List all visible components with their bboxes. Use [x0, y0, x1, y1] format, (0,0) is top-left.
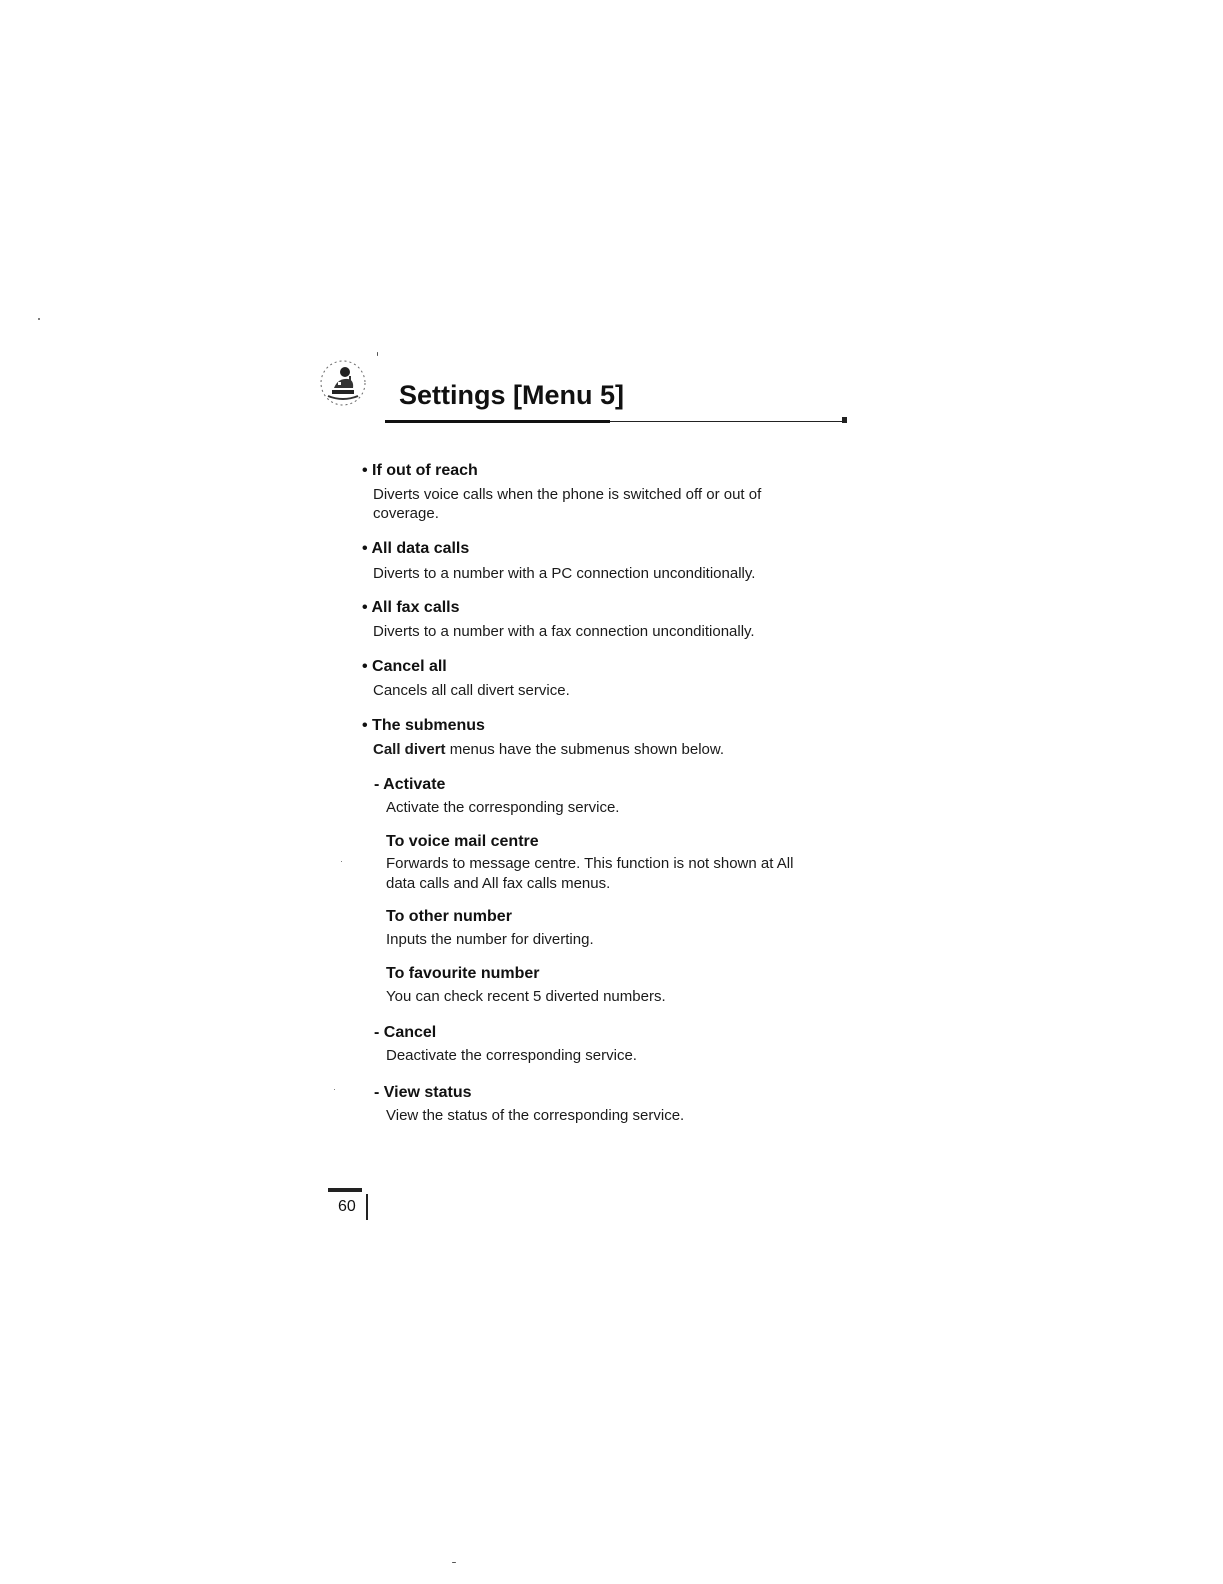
submenu-text: You can check recent 5 diverted numbers.: [386, 988, 666, 1005]
section-heading-all-data-calls: • All data calls: [362, 540, 470, 557]
submenu-text: data calls and All fax calls menus.: [386, 875, 611, 892]
section-text: Diverts to a number with a PC connection unconditionally.: [373, 565, 756, 582]
submenu-text: Deactivate the corresponding service.: [386, 1047, 637, 1064]
scan-speck: [377, 352, 378, 356]
submenu-text: View the status of the corresponding service.: [386, 1107, 685, 1124]
submenu-heading-other-number: To other number: [386, 908, 512, 925]
scan-speck: [341, 861, 342, 862]
scan-speck: [334, 1089, 335, 1090]
page-number: 60: [338, 1198, 356, 1215]
section-heading-cancel-all: • Cancel all: [362, 658, 447, 675]
submenu-heading-voice-mail: To voice mail centre: [386, 833, 539, 850]
submenu-heading-cancel: - Cancel: [374, 1024, 437, 1041]
section-text: Cancels all call divert service.: [373, 682, 570, 699]
submenu-heading-favourite-number: To favourite number: [386, 965, 540, 982]
submenu-text: Forwards to message centre. This function is not shown at All: [386, 855, 794, 872]
section-text: coverage.: [373, 505, 439, 522]
submenu-text: Inputs the number for diverting.: [386, 931, 594, 948]
scan-speck: [452, 1562, 456, 1563]
section-text: Diverts voice calls when the phone is switched off or out of: [373, 486, 762, 503]
submenu-text: Activate the corresponding service.: [386, 799, 620, 816]
section-heading-all-fax-calls: • All fax calls: [362, 599, 460, 616]
section-text: Diverts to a number with a fax connection unconditionally.: [373, 623, 755, 640]
page-number-bar: [328, 1188, 362, 1192]
page-number-divider: [366, 1194, 368, 1220]
section-heading-submenus: • The submenus: [362, 717, 485, 734]
scan-speck: [38, 318, 40, 320]
submenu-heading-activate: - Activate: [374, 776, 446, 793]
submenu-heading-view-status: - View status: [374, 1084, 472, 1101]
section-text-submenus: [373, 740, 724, 760]
page-title: Settings [Menu 5]: [399, 380, 625, 410]
call-divert-term: Call divert: [373, 741, 446, 758]
section-text-rest: menus have the submenus shown below.: [445, 741, 725, 758]
section-heading-out-of-reach: • If out of reach: [362, 462, 478, 479]
